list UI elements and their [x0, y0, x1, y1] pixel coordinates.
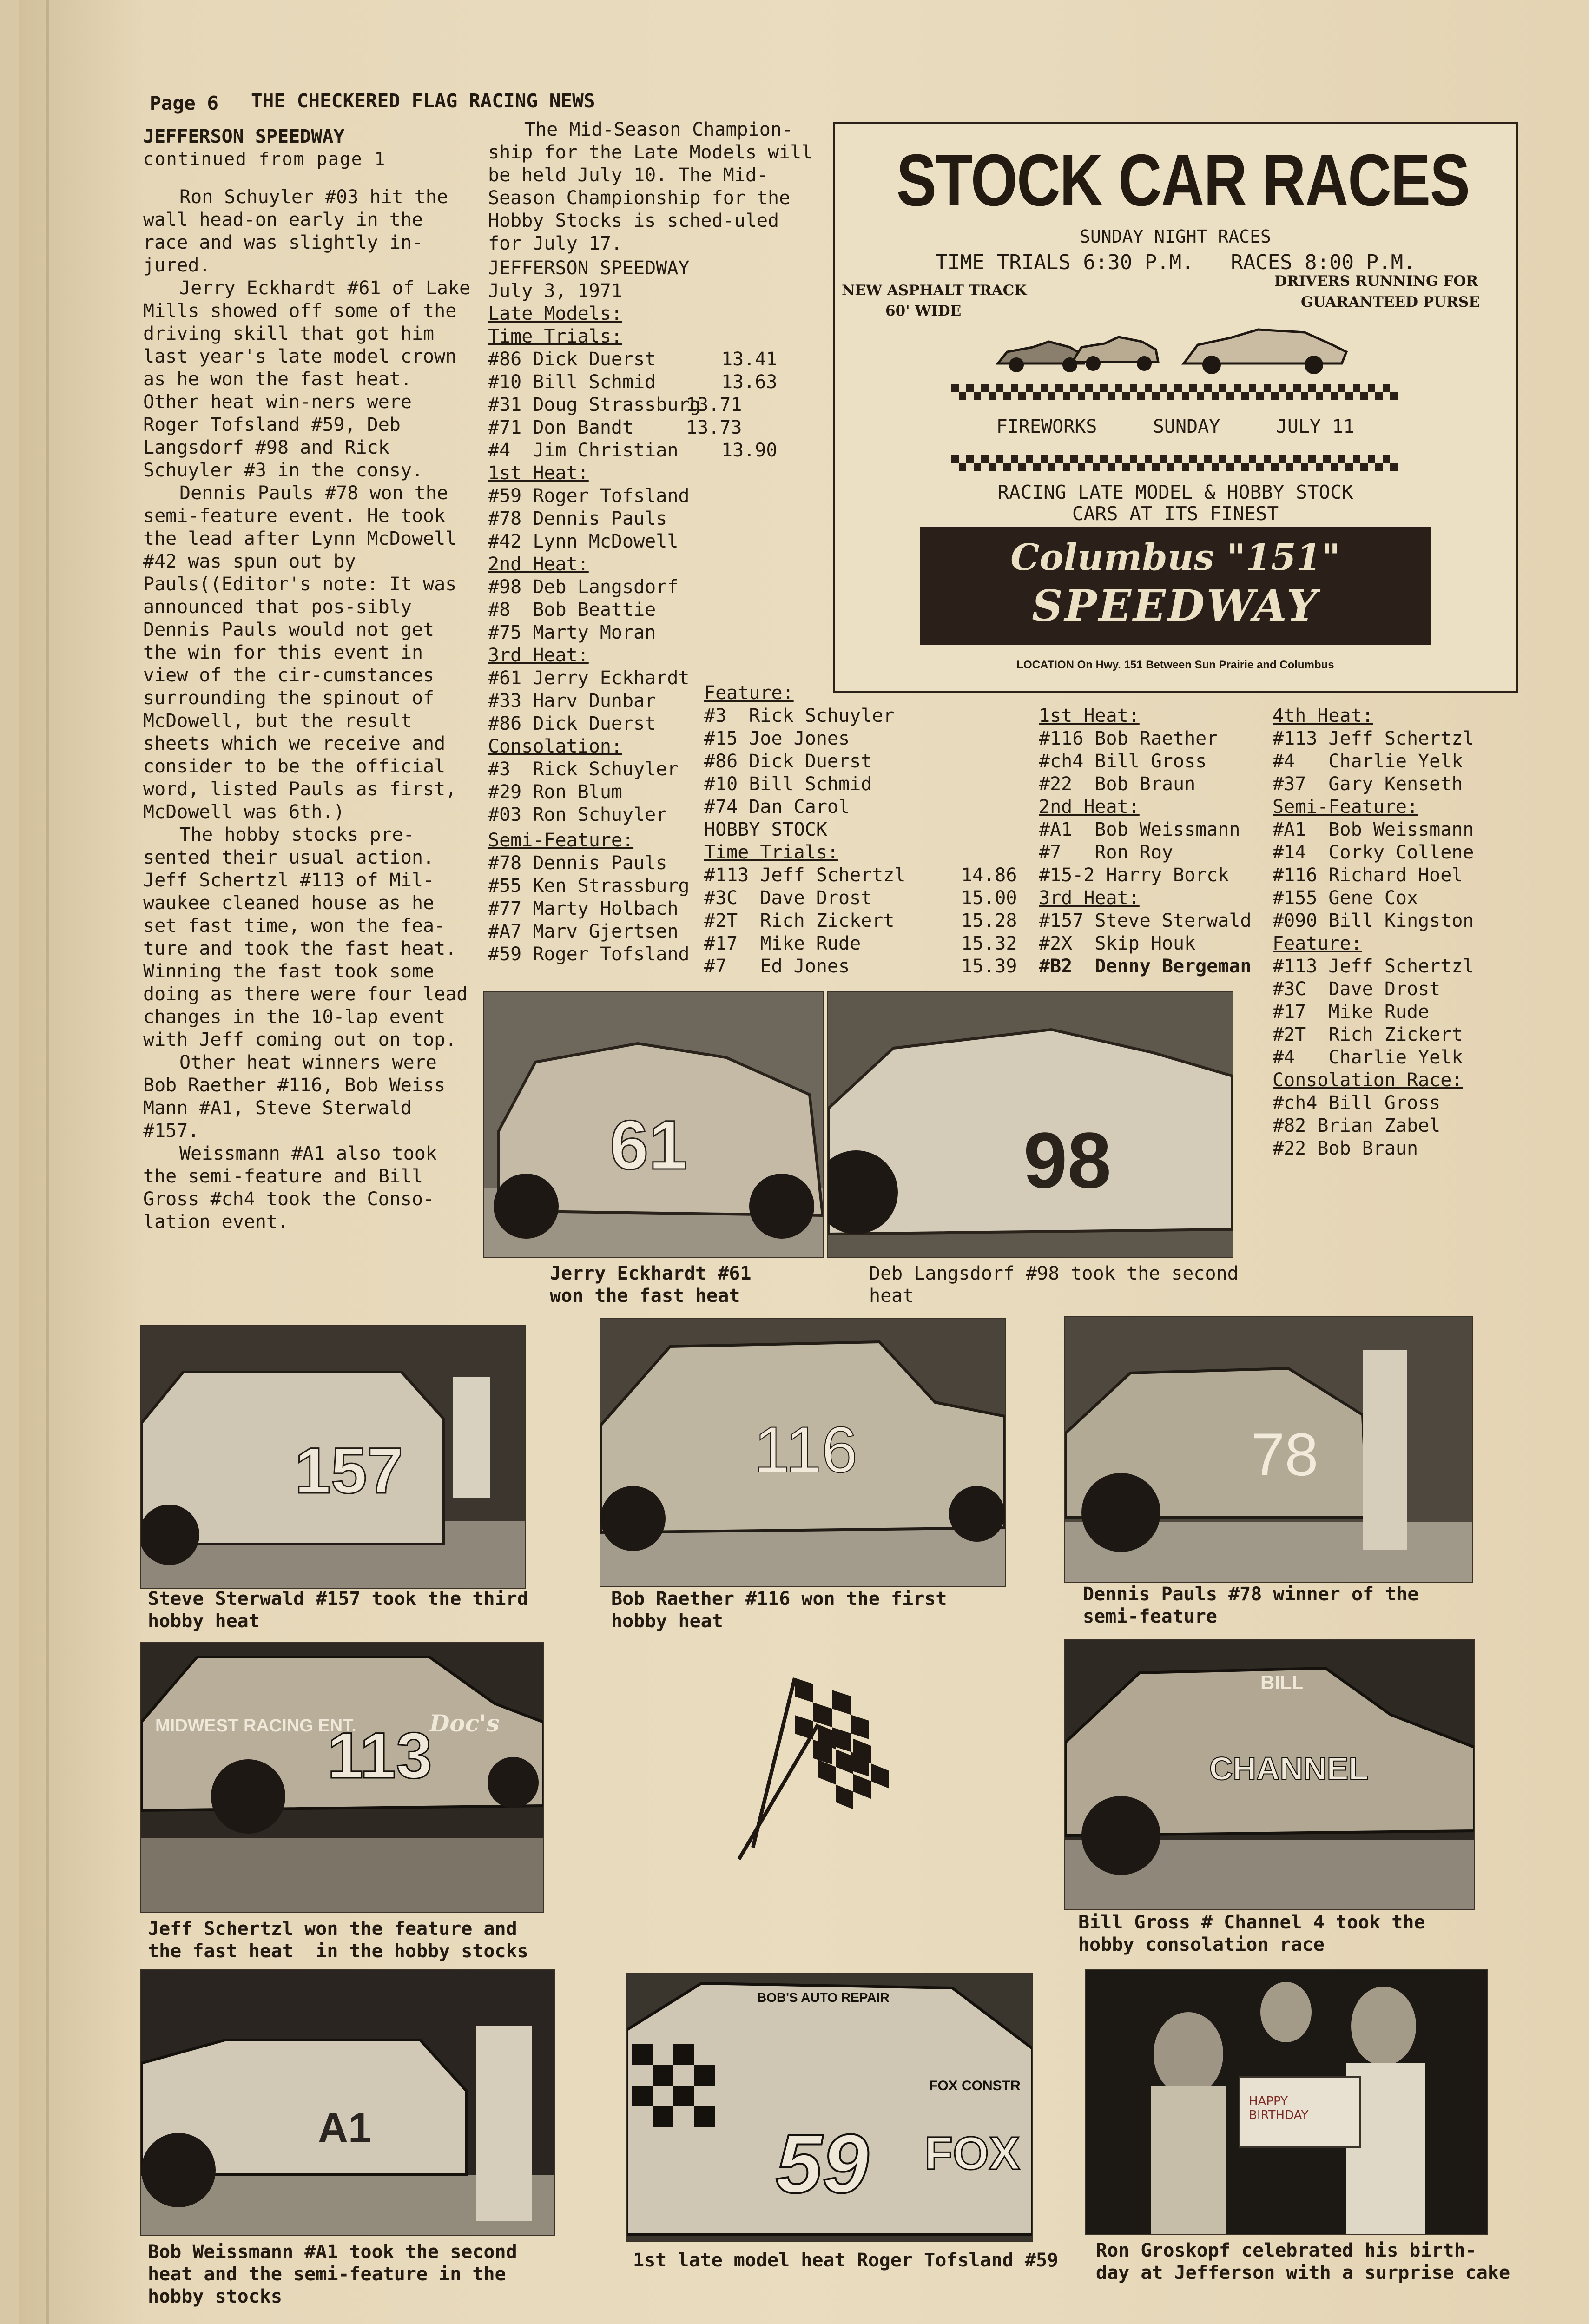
story-paragraph: Dennis Pauls #78 won the semi-feature event. He took the lead after Lynn McDowell #42 was spun out by Pauls((Editor's note: It was announced that pos-sibly Dennis Pauls would not get the win for this event in view of the cir-cumstances surrounding the spinout of McDowell, but the result sheets which we receive and consider to be the official word, listed Pauls as first, McDowell was 6th.) [143, 482, 457, 823]
caption-groskopf: Ron Groskopf celebrated his birth- day at Jefferson with a surprise cake [1096, 2240, 1510, 2284]
car-number-78: 78 [1251, 1420, 1319, 1488]
heat4-heading: 4th Heat: [1273, 705, 1373, 726]
result-line: #3 Rick Schuyler [704, 705, 895, 726]
trial-entry: #2T Rich Zickert [704, 910, 895, 931]
trial-entry: #10 Bill Schmid [488, 371, 656, 393]
ad-racing-line2: CARS AT ITS FINEST [1072, 502, 1279, 525]
car-sponsor-text-2: Doc's [429, 1710, 500, 1737]
results-date: July 3, 1971 [488, 280, 622, 302]
ad-track-line1: NEW ASPHALT TRACK [842, 282, 1027, 299]
car-number-59: 59 [776, 2117, 869, 2211]
result-line: #2T Rich Zickert [1273, 1024, 1463, 1045]
result-line: #75 Marty Moran [488, 622, 656, 643]
hobby-heats [1039, 705, 1252, 978]
car-number-a1: A1 [318, 2105, 372, 2152]
hobby-results-right [1273, 705, 1474, 1160]
result-line: #59 Roger Tofsland [488, 944, 690, 965]
hobby-trials-heading: Time Trials: [704, 842, 838, 863]
hobby-stock-heading: HOBBY STOCK [704, 819, 827, 840]
semi-heading: Semi-Feature: [1273, 796, 1418, 818]
result-line: #42 Lynn McDowell [488, 531, 679, 552]
ad-location: LOCATION On Hwy. 151 Between Sun Prairie and Columbus [1016, 659, 1334, 671]
feature-heading: Feature: [704, 682, 794, 704]
photo-gross-ch4 [1064, 1639, 1475, 1910]
result-line: #14 Corky Collene [1273, 842, 1474, 863]
caption-gross: Bill Gross # Channel 4 took the hobby consolation race [1078, 1912, 1425, 1955]
result-line: #ch4 Bill Gross [1039, 751, 1207, 772]
car-roof-text: BILL [1260, 1671, 1304, 1693]
caption-schertzl: Jeff Schertzl won the feature and the fast heat in the hobby stocks [148, 1918, 528, 1962]
logo-line2: SPEEDWAY [1032, 581, 1319, 631]
result-line: #157 Steve Sterwald [1039, 910, 1252, 931]
trial-entry: #31 Doug Strassburg [488, 394, 701, 416]
result-line: #7 Ron Roy [1039, 842, 1173, 863]
trial-time: 15.32 [961, 933, 1017, 954]
heat3-heading: 3rd Heat: [488, 645, 589, 666]
consolation-heading: Consolation: [488, 736, 622, 757]
caption-weissmann: Bob Weissmann #A1 took the second heat and the semi-feature in the hobby stocks [148, 2241, 517, 2307]
heat1-heading: 1st Heat: [1039, 705, 1140, 726]
semi-heading: Semi-Feature: [488, 830, 634, 851]
photo-eckhardt-61 [483, 991, 824, 1258]
heat1-heading: 1st Heat: [488, 462, 589, 484]
ad-subtitle: SUNDAY NIGHT RACES [1080, 226, 1271, 247]
result-line: #77 Marty Holbach [488, 898, 679, 919]
car-number-116: 116 [754, 1413, 858, 1486]
result-line: #ch4 Bill Gross [1273, 1092, 1441, 1114]
photo-langsdorf-98 [827, 991, 1233, 1258]
championship-text: The Mid-Season Champion-ship for the Late Models will be held July 10. The Mid-Season Championship for the Hobby Stocks is sched-uled for July 17. [488, 119, 813, 254]
ad-track-line2: 60' WIDE [885, 303, 962, 319]
result-line: #86 Dick Duerst [488, 713, 656, 734]
trial-time: 15.00 [961, 887, 1017, 909]
caption-eckhardt: Jerry Eckhardt #61 won the fast heat [550, 1263, 752, 1307]
result-line: #2X Skip Houk [1039, 933, 1196, 954]
result-line: #090 Bill Kingston [1273, 910, 1474, 931]
heat2-heading: 2nd Heat: [488, 554, 589, 575]
result-line: #74 Dan Carol [704, 796, 850, 818]
trial-entry: #17 Mike Rude [704, 933, 861, 954]
result-line: #59 Roger Tofsland [488, 485, 690, 507]
car-sponsor-text: MIDWEST RACING ENT. [155, 1716, 356, 1736]
trial-time: 13.41 [721, 349, 778, 370]
result-line: #61 Jerry Eckhardt [488, 667, 690, 689]
story-headline: JEFFERSON SPEEDWAY [143, 126, 345, 147]
photo-sterwald-157 [140, 1325, 526, 1589]
result-line: #86 Dick Duerst [704, 751, 872, 772]
ad-racing-line1: RACING LATE MODEL & HOBBY STOCK [997, 481, 1353, 503]
ad-times: TIME TRIALS 6:30 P.M. RACES 8:00 P.M. [935, 251, 1416, 274]
trial-time: 13.90 [721, 440, 778, 461]
story-paragraph: The hobby stocks pre-sented their usual action. Jeff Schertzl #113 of Mil-waukee cleaned house as he set fast time, won the fea-ture and took the fast heat. Winning the fast took some doing as there were four lead changes in the 10-lap event with Jeff coming out on top. [143, 824, 468, 1050]
trial-time: 14.86 [961, 865, 1017, 886]
championship-notice [488, 119, 813, 255]
result-line: #A7 Marv Gjertsen [488, 921, 679, 942]
story-paragraph: Ron Schuyler #03 hit the wall head-on early in the race and was slightly in-jured. [143, 186, 448, 276]
trial-entry: #7 Ed Jones [704, 956, 850, 977]
trial-entry: #113 Jeff Schertzl [704, 865, 906, 886]
result-line: #113 Jeff Schertzl [1273, 956, 1474, 977]
photo-schertzl-113 [140, 1642, 544, 1913]
late-models-heading: Late Models: [488, 303, 622, 324]
logo-line1: Columbus "151" [1010, 536, 1340, 579]
trial-entry: #71 Don Bandt [488, 417, 634, 438]
result-line: #17 Mike Rude [1273, 1001, 1430, 1023]
trial-entry: #3C Dave Drost [704, 887, 872, 909]
trial-time: 13.73 [686, 417, 742, 438]
caption-raether: Bob Raether #116 won the first hobby heat [611, 1588, 947, 1632]
result-line: #82 Brian Zabel [1273, 1115, 1441, 1136]
time-trials-list [488, 348, 778, 462]
photo-weissmann-a1 [140, 1969, 555, 2236]
result-line: #15-2 Harry Borck [1039, 865, 1229, 886]
photo-tofsland-59 [626, 1973, 1033, 2242]
photo-groskopf-cake [1085, 1969, 1488, 2235]
heat2-heading: 2nd Heat: [1039, 796, 1140, 818]
result-line: #8 Bob Beattie [488, 599, 656, 621]
checkered-band-top [951, 384, 1398, 400]
cake-inscription: HAPPY BIRTHDAY [1249, 2094, 1309, 2122]
photo-pauls-78 [1064, 1316, 1473, 1583]
result-line: #78 Dennis Pauls [488, 508, 667, 529]
ad-fireworks: FIREWORKS SUNDAY JULY 11 [996, 416, 1355, 437]
result-line: #B2 Denny Bergeman [1039, 956, 1252, 977]
car-number-113: 113 [327, 1719, 432, 1792]
story-paragraph: Weissmann #A1 also took the semi-feature and Bill Gross #ch4 took the Conso-lation event. [143, 1143, 437, 1233]
result-line: #37 Gary Kenseth [1273, 773, 1463, 795]
story-continued: continued from page 1 [143, 149, 386, 169]
speedway-advertisement [833, 122, 1518, 693]
car-number-98: 98 [1023, 1116, 1112, 1205]
result-line: #33 Harv Dunbar [488, 690, 656, 712]
car-name-channel: CHANNEL [1209, 1750, 1369, 1787]
checkered-band-bottom [951, 455, 1398, 471]
car-roof-text: BOB'S AUTO REPAIR [757, 1990, 890, 2005]
result-line: #155 Gene Cox [1273, 887, 1418, 909]
result-line: #A1 Bob Weissmann [1039, 819, 1240, 840]
ad-title: STOCK CAR RACES [896, 139, 1470, 221]
story-body [143, 186, 475, 1234]
heat3-heading: 3rd Heat: [1039, 887, 1140, 909]
result-line: #22 Bob Braun [1273, 1138, 1418, 1159]
ad-purse-line1: DRIVERS RUNNING FOR [1274, 273, 1478, 290]
trial-entry: #4 Jim Christian [488, 440, 679, 461]
result-line: #3C Dave Drost [1273, 978, 1441, 1000]
photo-raether-116 [600, 1318, 1006, 1587]
story-paragraph: Jerry Eckhardt #61 of Lake Mills showed off some of the driving skill that got him last year's late model crown as he won the fast heat. Other heat win-ners were Roger Tofsland #59, Deb Langsdorf #98 and Rick Schuyler #3 in the consy. [143, 277, 471, 481]
trial-time: 13.63 [721, 371, 778, 393]
hobby-trials-list [704, 864, 1029, 978]
result-line: #113 Jeff Schertzl [1273, 728, 1474, 749]
speedway-logo-box [920, 527, 1431, 645]
caption-pauls: Dennis Pauls #78 winner of the semi-feature [1083, 1584, 1419, 1627]
trial-time: 15.39 [961, 956, 1017, 977]
result-line: #03 Ron Schuyler [488, 804, 667, 825]
result-line: #3 Rick Schuyler [488, 759, 679, 780]
result-line: #98 Deb Langsdorf [488, 576, 679, 598]
result-line: #10 Bill Schmid [704, 773, 872, 795]
race-cars-illustration [989, 319, 1360, 380]
result-line: #116 Bob Raether [1039, 728, 1218, 749]
result-line: #55 Ken Strassburg [488, 875, 690, 897]
caption-tofsland: 1st late model heat Roger Tofsland #59 [633, 2250, 1059, 2271]
car-number-157: 157 [295, 1434, 403, 1507]
result-line: #A1 Bob Weissmann [1273, 819, 1474, 840]
result-line: #4 Charlie Yelk [1273, 751, 1463, 772]
trial-time: 13.71 [686, 394, 742, 416]
result-line: #78 Dennis Pauls [488, 852, 667, 874]
time-trials-heading: Time Trials: [488, 326, 622, 347]
car-side-text: FOX [924, 2127, 1020, 2179]
car-number-61: 61 [610, 1106, 687, 1184]
publication-name: THE CHECKERED FLAG RACING NEWS [251, 90, 595, 112]
caption-langsdorf: Deb Langsdorf #98 took the second heat [869, 1263, 1239, 1307]
result-line: #4 Charlie Yelk [1273, 1047, 1463, 1068]
trial-entry: #86 Dick Duerst [488, 349, 656, 370]
result-line: #22 Bob Braun [1039, 773, 1196, 795]
late-model-feature [704, 682, 1029, 978]
page-number: Page 6 [150, 92, 219, 114]
story-paragraph: Other heat winners were Bob Raether #116, Bob Weiss Mann #A1, Steve Sterwald #157. [143, 1052, 446, 1142]
car-rear-text: FOX CONSTR [929, 2078, 1021, 2093]
checkered-flags-icon [725, 1664, 902, 1864]
consolation-heading: Consolation Race: [1273, 1070, 1463, 1091]
feature-heading: Feature: [1273, 933, 1362, 954]
result-line: #116 Richard Hoel [1273, 865, 1463, 886]
result-line: #29 Ron Blum [488, 781, 622, 803]
results-venue: JEFFERSON SPEEDWAY [488, 257, 690, 279]
result-line: #15 Joe Jones [704, 728, 850, 749]
trial-time: 15.28 [961, 910, 1017, 931]
newspaper-page [19, 0, 1589, 2324]
ad-purse-line2: GUARANTEED PURSE [1301, 294, 1480, 310]
caption-sterwald: Steve Sterwald #157 took the third hobby heat [148, 1588, 528, 1632]
